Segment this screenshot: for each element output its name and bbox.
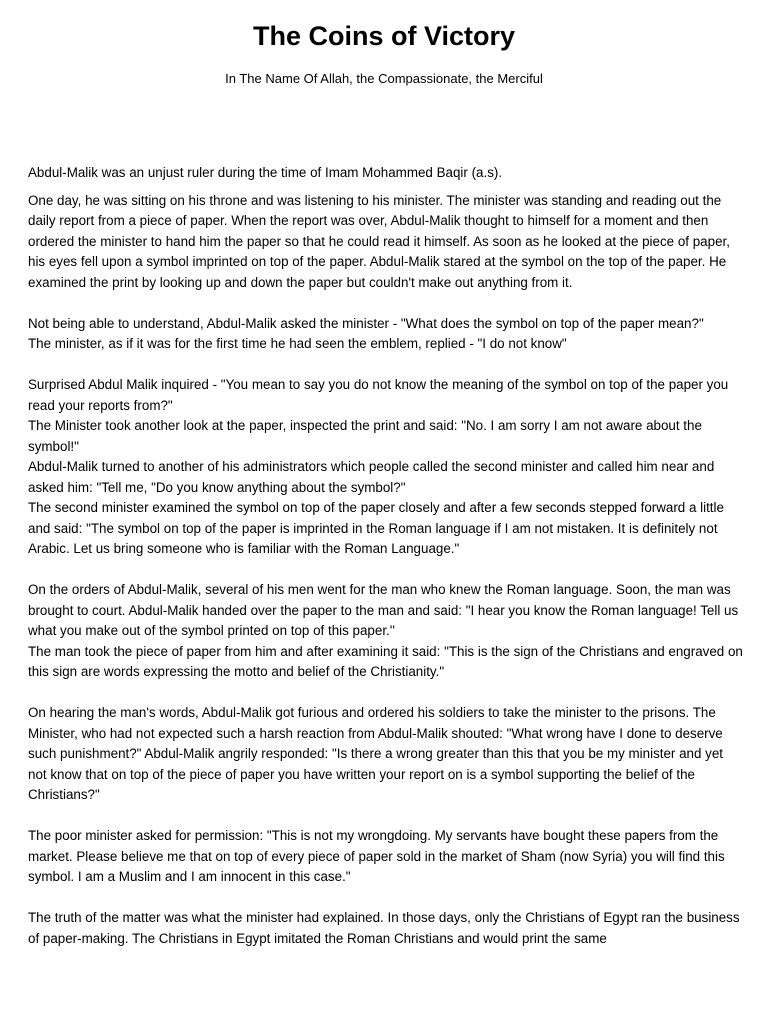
- paragraph-line: One day, he was sitting on his throne and was listening to his minister. The minister was standing and reading out the daily report from a piece of paper. When the report was over, Abdul-Malik thought to himself for a moment and then ordered the minister to hand him the paper so that he could read it himself. As soon as he looked at the piece of paper, his eyes fell upon a symbol imprinted on top of the paper. Abdul-Malik stared at the symbol on the top of the paper. He examined the print by looking up and down the paper but couldn't make out anything from it.: [28, 192, 730, 290]
- paragraph-line: On hearing the man's words, Abdul-Malik got furious and ordered his soldiers to take the minister to the prisons. The Minister, who had not expected such a harsh reaction from Abdul-Malik shouted: "What wrong have I done to deserve such punishment?" Abdul-Malik angrily responded: "Is there a wrong greater than this that you be my minister and yet not know that on top of the piece of paper you have written your report on is a symbol supporting the belief of the Christians?": [28, 705, 724, 802]
- paragraph-line: The minister, as if it was for the first time he had seen the emblem, replied - "I do not know": [28, 336, 567, 351]
- paragraph: [28, 314, 744, 355]
- document-body: [28, 163, 744, 970]
- paragraph: [28, 163, 744, 184]
- paragraph: [28, 703, 744, 806]
- paragraph-line: The second minister examined the symbol on top of the paper closely and after a few seconds stepped forward a little and said: "The symbol on top of the paper is imprinted in the Roman language if I am not mistaken. It is definitely not Arabic. Let us bring someone who is familiar with the Roman Language.": [28, 500, 724, 556]
- paragraph-line: Abdul-Malik turned to another of his administrators which people called the second minister and called him near and asked him: "Tell me, "Do you know anything about the symbol?": [28, 459, 715, 495]
- paragraph: [28, 375, 744, 560]
- paragraph-line: The man took the piece of paper from him and after examining it said: "This is the sign of the Christians and engraved on this sign are words expressing the motto and belief of the Christianity.": [28, 643, 743, 679]
- paragraph: [28, 580, 744, 683]
- paragraph-line: Surprised Abdul Malik inquired - "You mean to say you do not know the meaning of the symbol on top of the paper you read your reports from?": [28, 377, 729, 413]
- paragraph-line: The Minister took another look at the paper, inspected the print and said: "No. I am sorry I am not aware about the symbol!": [28, 418, 702, 454]
- document-title: The Coins of Victory: [252, 21, 516, 51]
- paragraph: [28, 191, 744, 294]
- paragraph-line: The truth of the matter was what the minister had explained. In those days, only the Christians of Egypt ran the business of paper-making. The Christians in Egypt imitated the Roman Christians and would print the same: [28, 910, 740, 946]
- paragraph-line: The poor minister asked for permission: "This is not my wrongdoing. My servants have bought these papers from the market. Please believe me that on top of every piece of paper sold in the market of Sham (now Syria) you will find this symbol. I am a Muslim and I am innocent in this case.": [28, 828, 725, 884]
- paragraph-line: Not being able to understand, Abdul-Malik asked the minister - "What does the symbol on top of the paper mean?": [28, 315, 704, 331]
- paragraph: [28, 908, 744, 949]
- document-subtitle: In The Name Of Allah, the Compassionate, the Merciful: [225, 71, 543, 86]
- paragraph: [28, 826, 744, 888]
- paragraph-line: On the orders of Abdul-Malik, several of his men went for the man who knew the Roman language. Soon, the man was brought to court. Abdul-Malik handed over the paper to the man and said: "I hear you know the Roman language! Tell us what you make out of the symbol printed on top of this paper.'': [28, 582, 739, 638]
- paragraph-line: Abdul-Malik was an unjust ruler during the time of Imam Mohammed Baqir (a.s).: [28, 165, 503, 180]
